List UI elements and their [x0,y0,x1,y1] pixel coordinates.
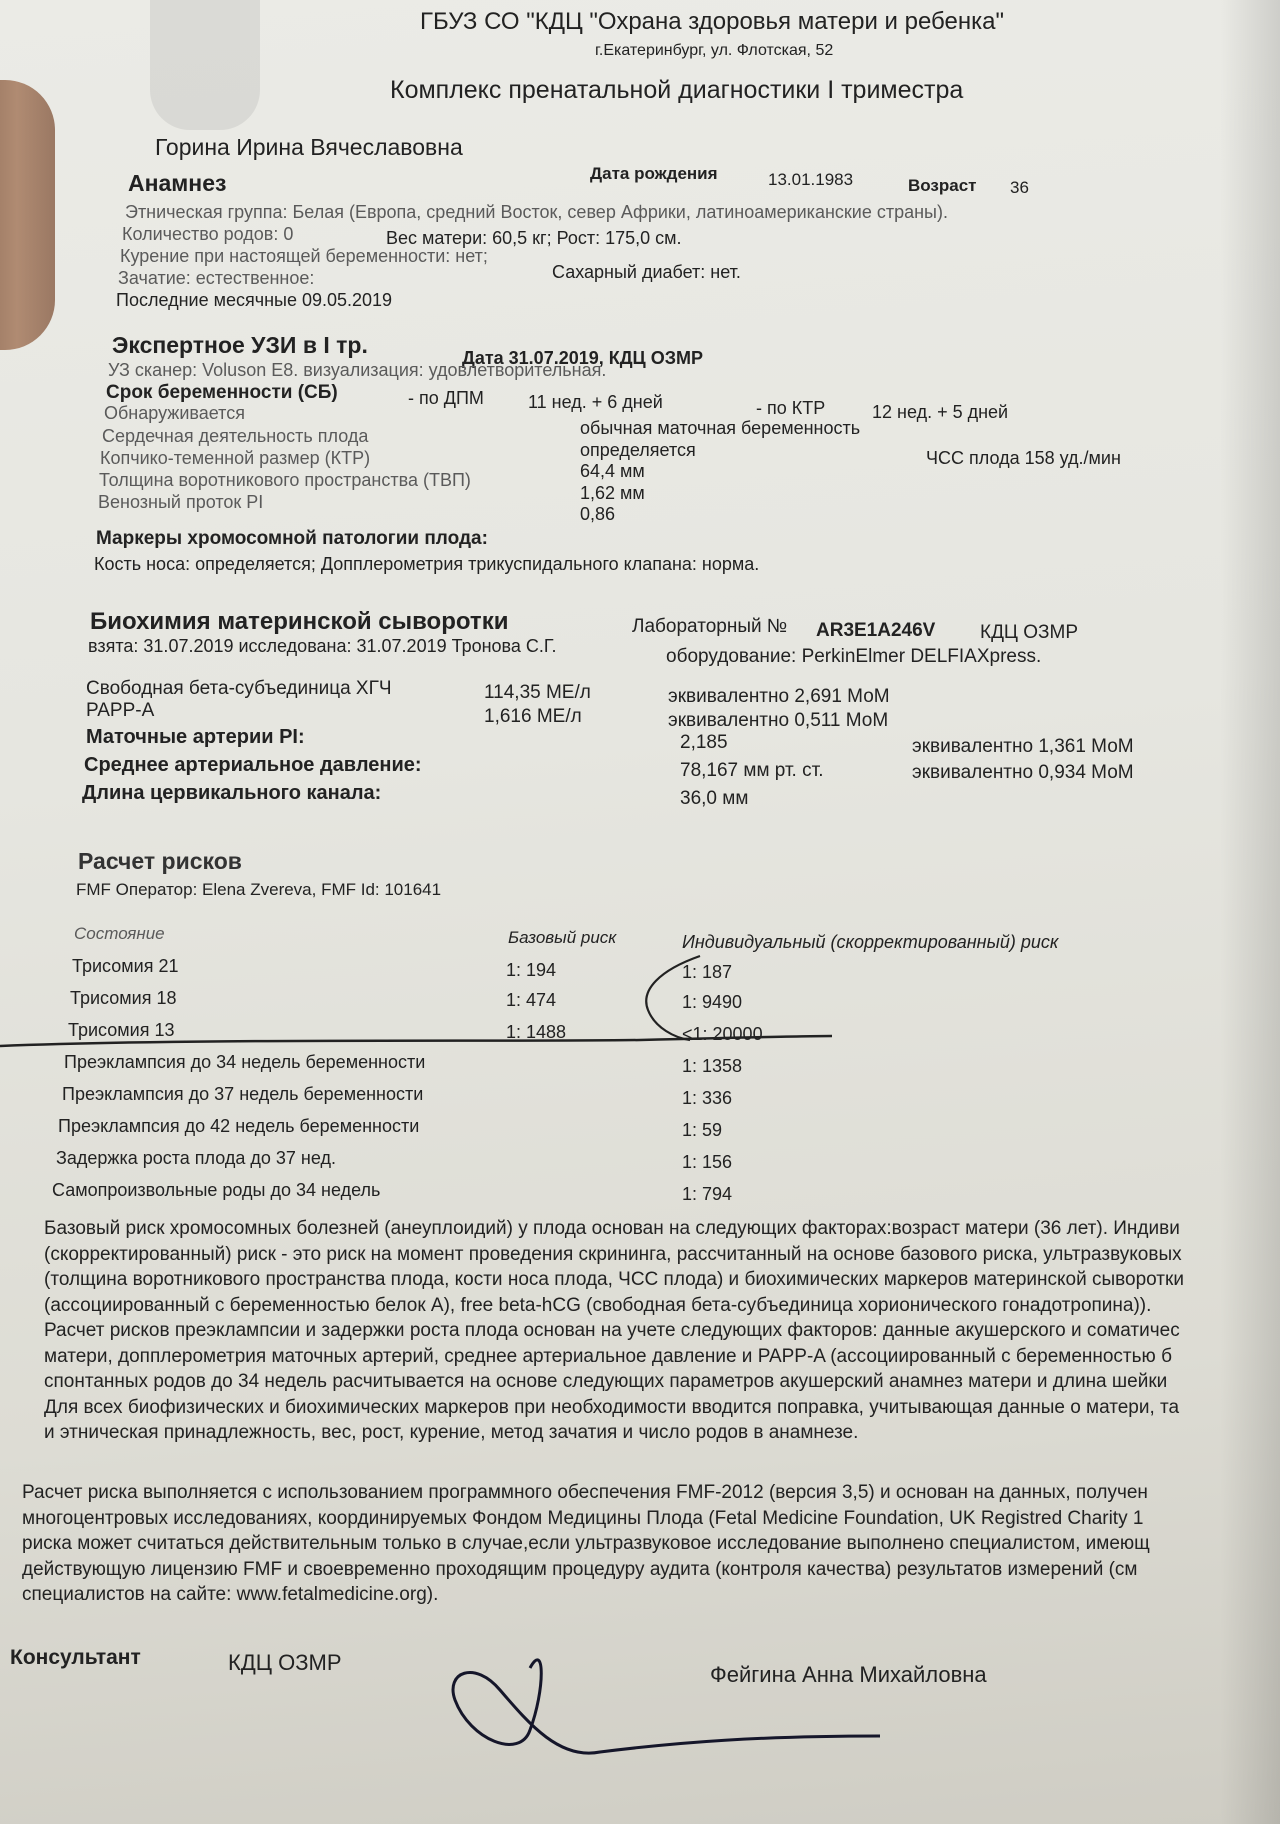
term-by-crl-value: 12 нед. + 5 дней [872,402,1009,422]
trisomy-21-individual: 1: 187 [682,962,733,982]
smoking: Курение при настоящей беременности: нет; [120,246,488,266]
crl-value: 64,4 мм [580,461,645,481]
lab-place: КДЦ ОЗМР [980,622,1079,643]
risks-heading: Расчет рисков [78,848,242,874]
signature [453,1660,880,1753]
trisomy-21-base: 1: 194 [506,960,557,980]
scanner-info: УЗ сканер: Voluson E8. визуализация: удовлетворительная. [108,360,607,380]
map-value: 78,167 мм рт. ст. [680,760,824,781]
pappa-value: 1,616 МЕ/л [484,706,582,727]
cervical-length-label: Длина цервикального канала: [82,782,382,804]
anamnesis-heading: Анамнез [128,170,227,196]
gestational-age-label: Срок беременности (СБ) [106,382,338,403]
equipment: оборудование: PerkinElmer DELFIAXpress. [666,646,1042,667]
org-name: ГБУЗ СО "КДЦ "Охрана здоровья матери и ребенка" [420,8,1005,35]
preeclampsia-42-label: Преэклампсия до 42 недель беременности [58,1116,420,1136]
term-by-lmp-value: 11 нед. + 6 дней [528,392,663,412]
markers-heading: Маркеры хромосомной патологии плода: [96,528,488,549]
bracket-pen-stroke [646,956,700,1040]
dob-label: Дата рождения [590,164,718,183]
fetal-heart-value: определяется [580,440,696,460]
notes-paragraph-2: Расчет риска выполняется с использованием программного обеспечения FMF-2012 (версия 3,5) и основан на данных, получен многоцентровых исследованиях, координируемых Фондом Медицины Плода (Fetal Medicine Foundation, UK Registred Charity 1 риска может считаться действительным только в случае,если ультразвуковое исследование выполнено специалистом, имеющ действующую лицензию FMF и своевременно проходящим процедуру аудита (контроля качества) результатов измерений (см специалистов на сайте: www.fetalmedicine.org). [22,1482,1150,1605]
fgr-37-risk: 1: 156 [682,1152,733,1172]
lab-number-label: Лабораторный № [632,616,788,637]
consultant-label: Консультант [10,1646,141,1669]
underline-pen-stroke [0,1036,832,1046]
trisomy-13-label: Трисомия 13 [68,1020,175,1040]
term-by-lmp-label: - по ДПМ [408,388,484,408]
uterine-artery-value: 2,185 [680,732,728,753]
ultrasound-heading: Экспертное УЗИ в I тр. [112,332,368,358]
patient-name: Горина Ирина Вячеславовна [155,134,463,160]
diabetes: Сахарный диабет: нет. [552,262,741,282]
dob-value: 13.01.1983 [768,170,854,189]
births-count: Количество родов: 0 [122,224,294,244]
consultant-name: Фейгина Анна Михайловна [710,1662,987,1687]
conception: Зачатие: естественное: [118,268,315,288]
hcg-label: Свободная бета-субъединица ХГЧ [86,678,392,699]
trisomy-21-label: Трисомия 21 [72,956,179,976]
hcg-value: 114,35 МЕ/л [484,682,591,703]
fmf-operator: FMF Оператор: Elena Zvereva, FMF Id: 101641 [76,880,442,899]
preeclampsia-42-risk: 1: 59 [682,1120,723,1140]
nt-value: 1,62 мм [580,483,645,503]
fgr-37-label: Задержка роста плода до 37 нед. [56,1148,336,1168]
col-individual-risk: Индивидуальный (скорректированный) риск [682,932,1059,952]
col-state: Состояние [74,924,165,943]
ductus-venosus-label: Венозный проток PI [98,492,264,512]
map-label: Среднее артериальное давление: [84,754,422,776]
col-base-risk: Базовый риск [508,928,617,947]
trisomy-18-base: 1: 474 [506,990,557,1010]
trisomy-18-individual: 1: 9490 [682,992,743,1012]
lab-number: AR3E1A246V [816,620,936,641]
preeclampsia-34-risk: 1: 1358 [682,1056,743,1076]
crl-label: Копчико-теменной размер (КТР) [100,448,371,468]
pappa-mom: эквивалентно 0,511 МоМ [668,710,889,731]
age-value: 36 [1010,178,1029,197]
fetal-heart-rate: ЧСС плода 158 уд./мин [926,448,1121,468]
uterine-artery-label: Маточные артерии PI: [86,726,305,748]
cervical-length-value: 36,0 мм [680,788,749,809]
preeclampsia-37-label: Преэклампсия до 37 недель беременности [62,1084,424,1104]
weight-height: Вес матери: 60,5 кг; Рост: 175,0 см. [386,228,682,248]
last-period: Последние месячные 09.05.2019 [116,290,393,310]
fetal-heart-label: Сердечная деятельность плода [102,426,369,446]
trisomy-13-base: 1: 1488 [506,1022,567,1042]
term-by-crl-label: - по КТР [756,398,826,418]
preterm-34-risk: 1: 794 [682,1184,733,1204]
pappa-label: PAPP-A [86,700,155,721]
notes-paragraph-1: Базовый риск хромосомных болезней (анеуплоидий) у плода основан на следующих факторах:возраст матери (36 лет). Индиви (скорректированный) риск - это риск на момент проведения скрининга, рассчитанный на основе базового риска, ультразвуковых (толщина воротникового пространства плода, кости носа плода, ЧСС плода) и биохимических маркеров материнской сыворотки (ассоциированный с беременностью белок А), free beta-hCG (свободная бета-субъединица хорионического гонадотропина)). Расчет рисков преэклампсии и задержки роста плода основан на учете следующих факторов: данные акушерского и соматичес матери, допплерометрия маточных артерий, среднее артериальное давление и PAPP-A (ассоциированный с беременностью б спонтанных родов до 34 недель расчитывается на основе следующих параметров акушерский анамнез матери и длина шейки Для всех биофизических и биохимических маркеров при необходимости вводится поправка, учитывающая данные о матери, та и этническая принадлежность, вес, рост, курение, метод зачатия и число родов в анамнезе. [44,1218,1184,1443]
trisomy-18-label: Трисомия 18 [70,988,177,1008]
biochem-heading: Биохимия материнской сыворотки [90,608,509,635]
hcg-mom: эквивалентно 2,691 МоМ [668,686,890,707]
org-address: г.Екатеринбург, ул. Флотская, 52 [595,42,834,59]
map-mom: эквивалентно 0,934 МоМ [912,762,1134,783]
preterm-34-label: Самопроизвольные роды до 34 недель [52,1180,381,1200]
document-title: Комплекс пренатальной диагностики I триместра [390,76,964,104]
markers-text: Кость носа: определяется; Допплерометрия трикуспидального клапана: норма. [94,554,760,574]
consultant-place: КДЦ ОЗМР [228,1650,342,1675]
ultrasound-date: Дата 31.07.2019, КДЦ ОЗМР [462,348,703,368]
ductus-venosus-value: 0,86 [580,504,616,524]
preeclampsia-34-label: Преэклампсия до 34 недель беременности [64,1052,426,1072]
nt-label: Толщина воротникового пространства (ТВП) [99,470,471,490]
ethnic-group: Этническая группа: Белая (Европа, средний Восток, север Африки, латиноамериканские страны). [125,202,948,222]
age-label: Возраст [908,176,977,195]
sample-dates: взята: 31.07.2019 исследована: 31.07.2019 Тронова С.Г. [88,636,557,656]
preeclampsia-37-risk: 1: 336 [682,1088,733,1108]
detected-value: обычная маточная беременность [580,418,861,438]
uterine-artery-mom: эквивалентно 1,361 МоМ [912,736,1134,757]
trisomy-13-individual: <1: 20000 [682,1024,763,1044]
detected-label: Обнаруживается [104,403,245,423]
